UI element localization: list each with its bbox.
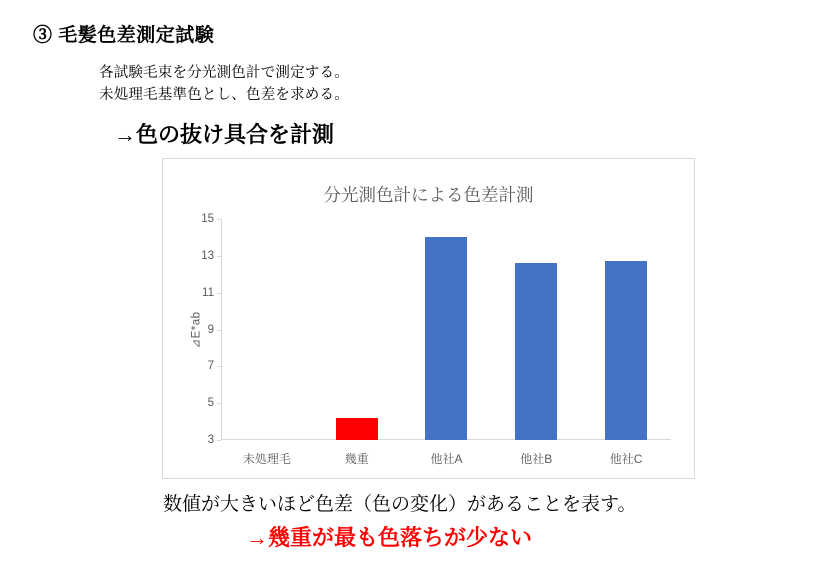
page-title: ③ 毛髪色差測定試験: [33, 25, 215, 46]
y-axis-tick-mark: [217, 293, 221, 294]
bar: [605, 261, 647, 440]
intro-line-2: 未処理毛基準色とし、色差を求める。: [99, 87, 349, 104]
bar: [425, 237, 467, 440]
y-axis-tick-mark: [217, 330, 221, 331]
y-axis-tick-mark: [217, 219, 221, 220]
y-axis-tick-label: 9: [207, 323, 214, 336]
x-axis-tick-label: 他社A: [430, 452, 463, 466]
intro-line-1: 各試験毛束を分光測色計で測定する。: [99, 65, 349, 81]
bar-cell: [581, 219, 671, 440]
bar-cell: [312, 219, 402, 440]
bar-cell: [402, 219, 492, 440]
bar-cell: [491, 219, 581, 440]
conclusion-text: →幾重が最も色落ちが少ない: [246, 525, 533, 550]
arrow-subtitle: →色の抜け具合を計測: [114, 122, 335, 147]
bar: [336, 418, 378, 440]
bar: [515, 263, 557, 440]
y-axis-tick-mark: [217, 366, 221, 367]
summary-caption: 数値が大きいほど色差（色の変化）があることを表す。: [163, 494, 637, 515]
chart-title: 分光測色計による色差計測: [323, 185, 534, 205]
x-axis-tick-label: 幾重: [344, 452, 369, 466]
y-axis-tick-label: 11: [202, 286, 214, 299]
intro-text: [99, 62, 349, 107]
x-axis-ticks: [222, 440, 671, 467]
y-axis-tick-label: 13: [201, 249, 214, 262]
chart-plot-area: [190, 213, 671, 466]
y-axis-tick-label: 7: [207, 360, 214, 373]
y-axis-tick-label: 3: [207, 434, 214, 446]
x-axis-tick-label: 他社C: [609, 452, 643, 466]
y-axis-tick-label: 15: [201, 213, 214, 225]
y-axis-label: ⊿E*ab: [190, 310, 203, 349]
chart-container: [162, 158, 695, 479]
y-axis-tick-mark: [217, 403, 221, 404]
bar-series: [222, 219, 671, 440]
x-axis-tick-label: 他社B: [520, 452, 553, 466]
x-axis-tick-label: 未処理毛: [242, 452, 291, 466]
y-axis-tick-mark: [217, 256, 221, 257]
bar-cell: [222, 219, 312, 440]
y-axis-tick-mark: [217, 440, 221, 441]
y-axis-tick-label: 5: [207, 397, 214, 410]
